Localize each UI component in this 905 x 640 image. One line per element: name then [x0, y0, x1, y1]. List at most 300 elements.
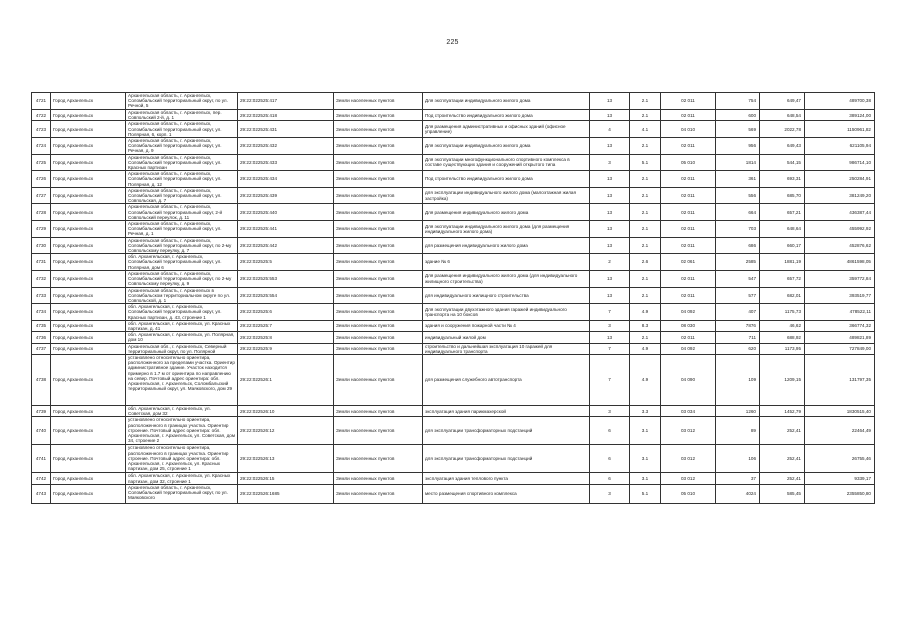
use-code-cell: 02 011	[661, 221, 716, 238]
permitted-use-cell: для размещения индивидуального жилого дома	[423, 237, 590, 254]
permitted-use-cell: здания и сооружения пожарной части № 4	[423, 320, 590, 331]
land-category-cell: Земли населенных пунктов	[334, 121, 423, 138]
use-code-cell: 02 011	[661, 93, 716, 110]
unit-value-cell: 1173,95	[760, 343, 805, 354]
row-number-cell: 4739	[32, 405, 51, 416]
type-code-cell: 2.1	[630, 110, 661, 121]
table-row	[32, 171, 875, 188]
cadastral-value-cell: 381249,20	[805, 187, 875, 204]
use-code-cell: 03 034	[661, 405, 716, 416]
unit-value-cell: 585,45	[760, 484, 805, 503]
address-cell: обл. Архангельская, г. Архангельск, ул. Полярная, дом 10	[126, 332, 238, 343]
municipality-cell: Город Архангельск	[51, 484, 126, 503]
area-cell: 361	[716, 171, 760, 188]
cadastral-value-cell: 22464,49	[805, 417, 875, 445]
land-category-cell: Земли населенных пунктов	[334, 154, 423, 171]
cadastral-value-cell: 621105,94	[805, 138, 875, 155]
permitted-use-cell: для эксплуатации трансформаторных подстанций	[423, 417, 590, 445]
cadastral-value-cell: 2355850,80	[805, 484, 875, 503]
land-category-cell: Земли населенных пунктов	[334, 93, 423, 110]
type-code-cell: 2.1	[630, 93, 661, 110]
row-number-cell: 4722	[32, 110, 51, 121]
group-cell: 13	[590, 110, 630, 121]
group-cell: 13	[590, 93, 630, 110]
municipality-cell: Город Архангельск	[51, 254, 126, 271]
area-cell: 89	[716, 417, 760, 445]
address-cell: Архангельская область, г. Архангельск, пер. Совпольский 2-й, д. 1	[126, 110, 238, 121]
cadastral-number-cell: 29:22:022525:434	[238, 171, 334, 188]
cadastral-value-cell: 452876,62	[805, 237, 875, 254]
area-cell: 686	[716, 237, 760, 254]
unit-value-cell: 693,31	[760, 171, 805, 188]
group-cell: 13	[590, 138, 630, 155]
type-code-cell: 3.1	[630, 473, 661, 484]
address-cell: установлено относительно ориентира, расположенного в границах участка. Ориентир строение. Почтовый адрес ориентира: обл. Архангельская, г. Архангельск, ул. Красных партизан, дом 25, строение 1	[126, 445, 238, 473]
table-row	[32, 254, 875, 271]
municipality-cell: Город Архангельск	[51, 187, 126, 204]
area-cell: 547	[716, 270, 760, 287]
area-cell: 2585	[716, 254, 760, 271]
cadastral-value-cell: 366774,32	[805, 320, 875, 331]
municipality-cell: Город Архангельск	[51, 93, 126, 110]
municipality-cell: Город Архангельск	[51, 343, 126, 354]
type-code-cell: 4.9	[630, 304, 661, 321]
unit-value-cell: 649,47	[760, 93, 805, 110]
unit-value-cell: 1209,15	[760, 354, 805, 405]
group-cell: 13	[590, 221, 630, 238]
cadastral-number-cell: 29:22:022525:440	[238, 204, 334, 221]
table-row	[32, 154, 875, 171]
unit-value-cell: 2022,78	[760, 121, 805, 138]
address-cell: обл. Архангельская, г. Архангельск, ул. Советская, дом 32	[126, 405, 238, 416]
row-number-cell: 4725	[32, 154, 51, 171]
table-row	[32, 405, 875, 416]
permitted-use-cell: здание № 6	[423, 254, 590, 271]
type-code-cell: 2.1	[630, 332, 661, 343]
area-cell: 7876	[716, 320, 760, 331]
group-cell: 3	[590, 405, 630, 416]
municipality-cell: Город Архангельск	[51, 110, 126, 121]
group-cell: 13	[590, 332, 630, 343]
use-code-cell: 02 011	[661, 110, 716, 121]
unit-value-cell: 660,17	[760, 237, 805, 254]
unit-value-cell: 1452,79	[760, 405, 805, 416]
address-cell: Архангельская область, г. Архангельск, Соломбальский территориальный округ, ул. Красных партизан	[126, 154, 238, 171]
row-number-cell: 4738	[32, 354, 51, 405]
area-cell: 600	[716, 110, 760, 121]
unit-value-cell: 682,01	[760, 287, 805, 304]
municipality-cell: Город Архангельск	[51, 417, 126, 445]
area-cell: 106	[716, 445, 760, 473]
unit-value-cell: 649,43	[760, 138, 805, 155]
type-code-cell: 3.1	[630, 417, 661, 445]
use-code-cell: 04 092	[661, 343, 716, 354]
type-code-cell: 4.9	[630, 343, 661, 354]
table-row	[32, 417, 875, 445]
use-code-cell: 02 061	[661, 254, 716, 271]
area-cell: 711	[716, 332, 760, 343]
cadastral-number-cell: 29:22:022525:442	[238, 237, 334, 254]
cadastral-number-cell: 29:22:022526:1685	[238, 484, 334, 503]
cadastral-number-cell: 29:22:022526:15	[238, 473, 334, 484]
address-cell: Архангельская область, г. Архангельск, Соломбальский территориальный округ, ул. Полярная, 6, корп. 1	[126, 121, 238, 138]
cadastral-value-cell: 26755,46	[805, 445, 875, 473]
type-code-cell: 3.3	[630, 405, 661, 416]
row-number-cell: 4742	[32, 473, 51, 484]
permitted-use-cell: место размещения спортивного комплекса	[423, 484, 590, 503]
area-cell: 577	[716, 287, 760, 304]
address-cell: Архангельская область, г. Архангельск, Соломбальский территориальный округ, 2-й Совпольский переулок, д. 11	[126, 204, 238, 221]
land-category-cell: Земли населенных пунктов	[334, 354, 423, 405]
type-code-cell: 4.1	[630, 121, 661, 138]
municipality-cell: Город Архангельск	[51, 221, 126, 238]
group-cell: 4	[590, 121, 630, 138]
cadastral-number-cell: 29:22:022525:7	[238, 320, 334, 331]
land-category-cell: Земли населенных пунктов	[334, 221, 423, 238]
row-number-cell: 4730	[32, 237, 51, 254]
row-number-cell: 4740	[32, 417, 51, 445]
use-code-cell: 03 012	[661, 445, 716, 473]
table-row	[32, 445, 875, 473]
table-row	[32, 320, 875, 331]
address-cell: Архангельская область, г. Архангельск, Соломбальский территориальный округ, ул. Речная, д. 1	[126, 221, 238, 238]
group-cell: 13	[590, 187, 630, 204]
cadastral-value-cell: 436387,44	[805, 204, 875, 221]
unit-value-cell: 688,92	[760, 332, 805, 343]
cadastral-value-cell: 455992,92	[805, 221, 875, 238]
use-code-cell: 02 011	[661, 270, 716, 287]
row-number-cell: 4723	[32, 121, 51, 138]
group-cell: 7	[590, 354, 630, 405]
cadastral-value-cell: 1830515,40	[805, 405, 875, 416]
table-row	[32, 237, 875, 254]
area-cell: 1260	[716, 405, 760, 416]
table-row	[32, 332, 875, 343]
type-code-cell: 2.1	[630, 237, 661, 254]
municipality-cell: Город Архангельск	[51, 405, 126, 416]
unit-value-cell: 657,21	[760, 204, 805, 221]
type-code-cell: 5.1	[630, 484, 661, 503]
permitted-use-cell: эксплуатация здания парикмахерской	[423, 405, 590, 416]
permitted-use-cell: Для эксплуатации индивидуального жилого дома	[423, 93, 590, 110]
cadastral-value-cell: 489821,89	[805, 332, 875, 343]
use-code-cell: 02 011	[661, 204, 716, 221]
group-cell: 13	[590, 237, 630, 254]
row-number-cell: 4737	[32, 343, 51, 354]
municipality-cell: Город Архангельск	[51, 204, 126, 221]
cadastral-number-cell: 29:22:022526:1	[238, 354, 334, 405]
municipality-cell: Город Архангельск	[51, 473, 126, 484]
unit-value-cell: 1175,73	[760, 304, 805, 321]
type-code-cell: 8.3	[630, 320, 661, 331]
use-code-cell: 08 030	[661, 320, 716, 331]
cadastral-number-cell: 29:22:022525:9	[238, 343, 334, 354]
municipality-cell: Город Архангельск	[51, 445, 126, 473]
area-cell: 620	[716, 343, 760, 354]
cadastral-value-cell: 489700,38	[805, 93, 875, 110]
land-category-cell: Земли населенных пунктов	[334, 171, 423, 188]
land-category-cell: Земли населенных пунктов	[334, 237, 423, 254]
cadastral-number-cell: 29:22:022525:8	[238, 332, 334, 343]
area-cell: 407	[716, 304, 760, 321]
permitted-use-cell: Для размещения индивидуального жилого дома (для индивидуального жилищного строительства)	[423, 270, 590, 287]
land-category-cell: Земли населенных пунктов	[334, 287, 423, 304]
address-cell: обл. Архангельская, г. Архангельск, ул. Красных партизан, д. 41	[126, 320, 238, 331]
address-cell: Архангельская область, г. Архангельск, Соломбальский территориальный округ, по ул. Маяковского	[126, 484, 238, 503]
cadastral-number-cell: 29:22:022526:13	[238, 445, 334, 473]
land-category-cell: Земли населенных пунктов	[334, 320, 423, 331]
cadastral-value-cell: 1150961,82	[805, 121, 875, 138]
row-number-cell: 4741	[32, 445, 51, 473]
municipality-cell: Город Архангельск	[51, 138, 126, 155]
address-cell: Архангельская область, г. Архангельск в Соломбальском территориальном округе по ул. Совпольской, д. 1	[126, 287, 238, 304]
permitted-use-cell: Для эксплуатации индивидуального жилого дома	[423, 138, 590, 155]
land-category-cell: Земли населенных пунктов	[334, 254, 423, 271]
permitted-use-cell: для эксплуатации трансформаторных подстанций	[423, 445, 590, 473]
cadastral-value-cell: 4861598,05	[805, 254, 875, 271]
address-cell: установлено относительно ориентира, расположенного за пределами участка. Ориентир административное здание. Участок находится примерно в 1.7 м от ориентира по направлению на север. Почтовый адрес ориентира: обл. Архангельская, г. Архангельск, Соломбальский территориальный округ, ул. Маяковского, дом 29	[126, 354, 238, 405]
use-code-cell: 02 011	[661, 138, 716, 155]
area-cell: 109	[716, 354, 760, 405]
group-cell: 13	[590, 287, 630, 304]
row-number-cell: 4731	[32, 254, 51, 271]
row-number-cell: 4721	[32, 93, 51, 110]
use-code-cell: 02 011	[661, 237, 716, 254]
table-row	[32, 354, 875, 405]
municipality-cell: Город Архангельск	[51, 121, 126, 138]
unit-value-cell: 252,41	[760, 473, 805, 484]
row-number-cell: 4732	[32, 270, 51, 287]
area-cell: 4024	[716, 484, 760, 503]
address-cell: обл. Архангельская, г. Архангельск, Соломбальский территориальный округ, ул. Красных партизан, д. 43, строение 1	[126, 304, 238, 321]
group-cell: 13	[590, 204, 630, 221]
use-code-cell: 04 092	[661, 304, 716, 321]
table-row	[32, 484, 875, 503]
group-cell: 3	[590, 320, 630, 331]
municipality-cell: Город Архангельск	[51, 332, 126, 343]
type-code-cell: 2.1	[630, 221, 661, 238]
table-row	[32, 93, 875, 110]
permitted-use-cell: эксплуатация здания теплового пункта	[423, 473, 590, 484]
unit-value-cell: 685,70	[760, 187, 805, 204]
type-code-cell: 3.1	[630, 445, 661, 473]
cadastral-value-table	[31, 92, 875, 504]
table-row	[32, 221, 875, 238]
cadastral-number-cell: 29:22:022525:433	[238, 154, 334, 171]
cadastral-value-cell: 393519,77	[805, 287, 875, 304]
table-row	[32, 304, 875, 321]
land-category-cell: Земли населенных пунктов	[334, 332, 423, 343]
permitted-use-cell: для эксплуатации индивидуального жилого дома (малоэтажная жилая застройка)	[423, 187, 590, 204]
area-cell: 37	[716, 473, 760, 484]
type-code-cell: 2.1	[630, 171, 661, 188]
unit-value-cell: 648,64	[760, 221, 805, 238]
use-code-cell: 02 011	[661, 187, 716, 204]
use-code-cell: 02 011	[661, 332, 716, 343]
cadastral-number-cell: 29:22:022525:6	[238, 304, 334, 321]
unit-value-cell: 252,41	[760, 445, 805, 473]
cadastral-value-cell: 478522,11	[805, 304, 875, 321]
row-number-cell: 4733	[32, 287, 51, 304]
land-category-cell: Земли населенных пунктов	[334, 473, 423, 484]
type-code-cell: 2.1	[630, 204, 661, 221]
permitted-use-cell: Для эксплуатации индивидуального жилого дома (для размещения индивидуального жилого дома)	[423, 221, 590, 238]
group-cell: 7	[590, 343, 630, 354]
permitted-use-cell: Под строительство индивидуального жилого дома	[423, 171, 590, 188]
table-row	[32, 187, 875, 204]
address-cell: Архангельская обл., г. Архангельск, Северный территориальный округ, по ул. Полярной	[126, 343, 238, 354]
address-cell: Архангельская область, г. Архангельск, Соломбальский территориальный округ, по ул. Речной, 5	[126, 93, 238, 110]
row-number-cell: 4727	[32, 187, 51, 204]
permitted-use-cell: Для размещения индивидуального жилого дома	[423, 204, 590, 221]
cadastral-number-cell: 29:22:022525:439	[238, 187, 334, 204]
type-code-cell: 2.1	[630, 138, 661, 155]
cadastral-value-cell: 131797,35	[805, 354, 875, 405]
type-code-cell: 2.6	[630, 254, 661, 271]
municipality-cell: Город Архангельск	[51, 237, 126, 254]
address-cell: Архангельская область, г. Архангельск, Соломбальский территориальный округ, по 2-му Совпольскому переулку, д. 9	[126, 270, 238, 287]
municipality-cell: Город Архангельск	[51, 171, 126, 188]
type-code-cell: 5.1	[630, 154, 661, 171]
group-cell: 6	[590, 417, 630, 445]
row-number-cell: 4736	[32, 332, 51, 343]
cadastral-number-cell: 29:22:022525:554	[238, 287, 334, 304]
municipality-cell: Город Архангельск	[51, 270, 126, 287]
address-cell: обл. Архангельская, г. Архангельск, ул. Красных партизан, дом 32, строение 1	[126, 473, 238, 484]
cadastral-number-cell: 29:22:022525:432	[238, 138, 334, 155]
land-category-cell: Земли населенных пунктов	[334, 110, 423, 121]
permitted-use-cell: индивидуальный жилой дом	[423, 332, 590, 343]
row-number-cell: 4726	[32, 171, 51, 188]
cadastral-number-cell: 29:22:022526:10	[238, 405, 334, 416]
address-cell: обл. Архангельская, г. Архангельск, Соломбальский территориальный округ, ул. Полярная, дом 6	[126, 254, 238, 271]
table-row	[32, 110, 875, 121]
row-number-cell: 4734	[32, 304, 51, 321]
row-number-cell: 4743	[32, 484, 51, 503]
municipality-cell: Город Архангельск	[51, 287, 126, 304]
row-number-cell: 4728	[32, 204, 51, 221]
table-row	[32, 473, 875, 484]
type-code-cell: 2.1	[630, 287, 661, 304]
cadastral-number-cell: 29:22:022525:441	[238, 221, 334, 238]
area-cell: 703	[716, 221, 760, 238]
type-code-cell: 2.1	[630, 270, 661, 287]
area-cell: 1814	[716, 154, 760, 171]
group-cell: 13	[590, 171, 630, 188]
unit-value-cell: 657,72	[760, 270, 805, 287]
group-cell: 6	[590, 445, 630, 473]
table-row	[32, 121, 875, 138]
table-row	[32, 138, 875, 155]
land-category-cell: Земли населенных пунктов	[334, 187, 423, 204]
cadastral-number-cell: 29:22:022525:5	[238, 254, 334, 271]
address-cell: установлено относительно ориентира, расположенного в границах участка. Ориентир строение. Почтовый адрес ориентира: обл. Архангельская, г. Архангельск, ул. Советская, дом 34, строение 2	[126, 417, 238, 445]
municipality-cell: Город Архангельск	[51, 154, 126, 171]
area-cell: 569	[716, 121, 760, 138]
address-cell: Архангельская область, г. Архангельск, Соломбальский территориальный округ, ул. Совпольская, д. 7	[126, 187, 238, 204]
address-cell: Архангельская область, г. Архангельск, Соломбальский территориальный округ, ул. Полярная, д. 12	[126, 171, 238, 188]
land-category-cell: Земли населенных пунктов	[334, 417, 423, 445]
cadastral-value-cell: 727849,00	[805, 343, 875, 354]
cadastral-number-cell: 29:22:022525:417	[238, 93, 334, 110]
cadastral-number-cell: 29:22:022526:12	[238, 417, 334, 445]
land-category-cell: Земли населенных пунктов	[334, 405, 423, 416]
cadastral-number-cell: 29:22:022525:431	[238, 121, 334, 138]
cadastral-value-cell: 389124,00	[805, 110, 875, 121]
permitted-use-cell: Для эксплуатации двухэтажного здания гаражей индивидуального транспорта на 10 боксов	[423, 304, 590, 321]
group-cell: 2	[590, 254, 630, 271]
use-code-cell: 03 012	[661, 417, 716, 445]
permitted-use-cell: для размещения служебного автотранспорта	[423, 354, 590, 405]
permitted-use-cell: для индивидуального жилищного строительства	[423, 287, 590, 304]
row-number-cell: 4735	[32, 320, 51, 331]
land-category-cell: Земли населенных пунктов	[334, 270, 423, 287]
land-category-cell: Земли населенных пунктов	[334, 138, 423, 155]
area-cell: 664	[716, 204, 760, 221]
unit-value-cell: 544,15	[760, 154, 805, 171]
cadastral-number-cell: 29:22:022525:553	[238, 270, 334, 287]
cadastral-value-cell: 9339,17	[805, 473, 875, 484]
row-number-cell: 4724	[32, 138, 51, 155]
page-number: 225	[446, 39, 459, 46]
address-cell: Архангельская область, г. Архангельск, Соломбальский территориальный округ, ул. Речная, д. 9	[126, 138, 238, 155]
group-cell: 6	[590, 473, 630, 484]
table-row	[32, 343, 875, 354]
row-number-cell: 4729	[32, 221, 51, 238]
table-row	[32, 204, 875, 221]
use-code-cell: 05 010	[661, 484, 716, 503]
cadastral-number-cell: 29:22:022525:418	[238, 110, 334, 121]
group-cell: 3	[590, 484, 630, 503]
type-code-cell: 2.1	[630, 187, 661, 204]
group-cell: 7	[590, 304, 630, 321]
permitted-use-cell: Для размещения административных и офисных зданий (офисное управление)	[423, 121, 590, 138]
cadastral-value-cell: 250284,91	[805, 171, 875, 188]
unit-value-cell: 1881,19	[760, 254, 805, 271]
permitted-use-cell: Для эксплуатации многофункционального спортивного комплекса в составе существующих здания и сооружений открытого типа	[423, 154, 590, 171]
area-cell: 556	[716, 187, 760, 204]
cadastral-value-cell: 986714,10	[805, 154, 875, 171]
table-row	[32, 270, 875, 287]
land-category-cell: Земли населенных пунктов	[334, 304, 423, 321]
area-cell: 956	[716, 138, 760, 155]
land-category-cell: Земли населенных пунктов	[334, 484, 423, 503]
land-category-cell: Земли населенных пунктов	[334, 204, 423, 221]
permitted-use-cell: Под строительство индивидуального жилого дома	[423, 110, 590, 121]
group-cell: 3	[590, 154, 630, 171]
use-code-cell: 05 010	[661, 154, 716, 171]
municipality-cell: Город Архангельск	[51, 304, 126, 321]
land-category-cell: Земли населенных пунктов	[334, 343, 423, 354]
table-row	[32, 287, 875, 304]
area-cell: 754	[716, 93, 760, 110]
use-code-cell: 02 011	[661, 171, 716, 188]
address-cell: Архангельская область, г. Архангельск, Соломбальский территориальный округ, по 2-му Совпольскому переулку, д. 7	[126, 237, 238, 254]
municipality-cell: Город Архангельск	[51, 320, 126, 331]
cadastral-value-cell: 359772,84	[805, 270, 875, 287]
use-code-cell: 04 090	[661, 354, 716, 405]
permitted-use-cell: строительство и дальнейшая эксплуатация 10 гаражей для индивидуального транспорта	[423, 343, 590, 354]
land-category-cell: Земли населенных пунктов	[334, 445, 423, 473]
unit-value-cell: 648,54	[760, 110, 805, 121]
group-cell: 13	[590, 270, 630, 287]
use-code-cell: 03 012	[661, 473, 716, 484]
unit-value-cell: 252,41	[760, 417, 805, 445]
use-code-cell: 04 010	[661, 121, 716, 138]
unit-value-cell: 46,62	[760, 320, 805, 331]
use-code-cell: 02 011	[661, 287, 716, 304]
type-code-cell: 4.9	[630, 354, 661, 405]
